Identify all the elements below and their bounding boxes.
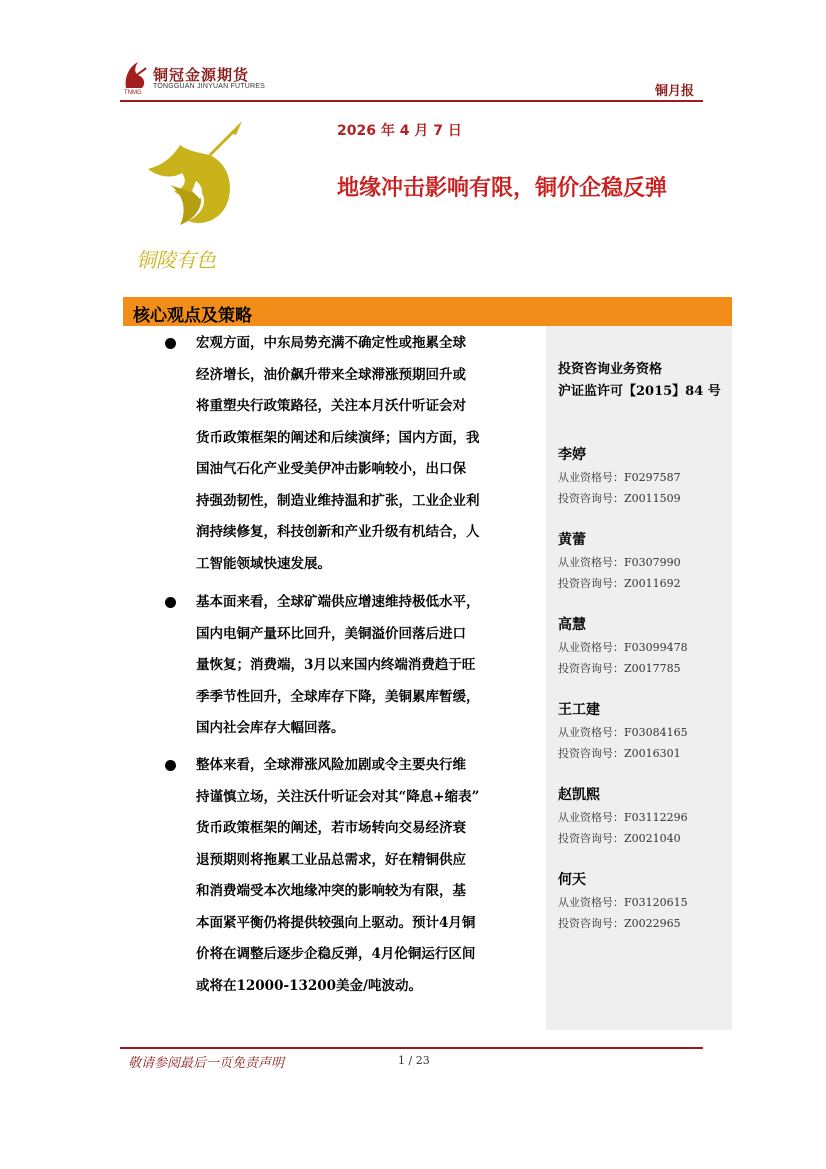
analyst-advisor-id: 投资咨询号：Z0017785 <box>558 662 681 675</box>
analyst-name: 李婷 <box>558 447 586 463</box>
analyst-cert: 从业资格号：F03112296 <box>558 811 688 824</box>
paragraph-line: 整体来看，全球滞涨风险加剧或令主要央行维 <box>196 757 466 773</box>
analyst-advisor-id: 投资咨询号：Z0022965 <box>558 917 681 930</box>
paragraph-line: 润持续修复，科技创新和产业升级有机结合，人 <box>196 524 480 540</box>
paragraph-line: 本面紧平衡仍将提供较强向上驱动。预计4月铜 <box>196 914 476 931</box>
bullet-dot <box>165 760 176 771</box>
header-divider <box>120 100 703 102</box>
analyst-name: 高慧 <box>558 617 586 633</box>
analyst-name: 王工建 <box>558 702 600 718</box>
paragraph-line: 持强劲韧性，制造业维持温和扩张，工业企业利 <box>196 492 480 509</box>
bullet-paragraph-fundamentals <box>196 587 542 745</box>
paragraph-line: 基本面来看，全球矿端供应增速维持极低水平， <box>196 594 480 610</box>
bullet-paragraph-macro <box>196 328 542 580</box>
emblem-caption: 铜陵有色 <box>136 248 216 272</box>
report-type-label: 铜月报 <box>655 84 695 99</box>
analyst-cert: 从业资格号：F0297587 <box>558 471 681 484</box>
bullet-dot <box>165 338 176 349</box>
paragraph-line: 和消费端受本次地缘冲突的影响较为有限，基 <box>196 883 466 899</box>
bullet-dot <box>165 597 176 608</box>
company-logo-icon <box>120 58 150 94</box>
analyst-advisor-id: 投资咨询号：Z0011509 <box>558 492 681 505</box>
section-title: 核心观点及策略 <box>133 306 252 326</box>
paragraph-line: 或将在12000-13200美金/吨波动。 <box>196 977 422 994</box>
page-number: 1 / 23 <box>398 1054 430 1067</box>
paragraph-line: 国内社会库存大幅回落。 <box>196 720 345 736</box>
qualification-title: 投资咨询业务资格 <box>558 362 663 377</box>
paragraph-line: 季季节性回升，全球库存下降，美铜累库暂缓， <box>196 688 480 705</box>
paragraph-line: 价将在调整后逐步企稳反弹，4月伦铜运行区间 <box>196 946 476 962</box>
analyst-cert: 从业资格号：F03120615 <box>558 896 688 909</box>
paragraph-line: 国内电铜产量环比回升，美铜溢价回落后进口 <box>196 625 466 642</box>
analyst-cert: 从业资格号：F03099478 <box>558 641 688 654</box>
company-name-en: TONGGUAN JINYUAN FUTURES <box>153 83 266 90</box>
analyst-cert: 从业资格号：F03084165 <box>558 726 688 739</box>
footer-divider <box>120 1047 703 1049</box>
paragraph-line: 经济增长，油价飙升带来全球滞涨预期回升或 <box>196 366 466 383</box>
paragraph-line: 持谨慎立场，关注沃什听证会对其“降息+缩表” <box>196 788 480 805</box>
paragraph-line: 将重塑央行政策路径，关注本月沃什听证会对 <box>196 398 466 414</box>
analyst-advisor-id: 投资咨询号：Z0016301 <box>558 747 681 760</box>
report-title: 地缘冲击影响有限，铜价企稳反弹 <box>337 176 668 201</box>
analyst-advisor-id: 投资咨询号：Z0021040 <box>558 832 681 845</box>
disclaimer-note: 敬请参阅最后一页免责声明 <box>128 1056 285 1071</box>
analyst-name: 何天 <box>558 872 586 888</box>
paragraph-line: 宏观方面，中东局势充满不确定性或拖累全球 <box>196 335 466 351</box>
qualification-license: 沪证监许可【2015】84 号 <box>558 384 721 399</box>
paragraph-line: 量恢复；消费端，3月以来国内终端消费趋于旺 <box>196 657 476 673</box>
paragraph-line: 退预期则将拖累工业品总需求，好在精铜供应 <box>196 851 466 868</box>
paragraph-line: 货币政策框架的阐述和后续演绎；国内方面，我 <box>196 429 480 446</box>
tongling-emblem-logo <box>130 115 260 285</box>
company-abbrev: TNMG <box>124 90 142 96</box>
analyst-cert: 从业资格号：F0307990 <box>558 556 681 569</box>
paragraph-line: 货币政策框架的阐述，若市场转向交易经济衰 <box>196 820 466 836</box>
report-date: 2026 年 4 月 7 日 <box>337 123 462 139</box>
bullet-paragraph-overall <box>196 750 542 1002</box>
analyst-advisor-id: 投资咨询号：Z0011692 <box>558 577 681 590</box>
analyst-name: 赵凯熙 <box>558 787 600 803</box>
analyst-name: 黄蕾 <box>558 532 586 548</box>
company-name-cn: 铜冠金源期货 <box>153 66 250 84</box>
paragraph-line: 国油气石化产业受美伊冲击影响较小，出口保 <box>196 461 466 477</box>
paragraph-line: 工智能领域快速发展。 <box>196 555 331 572</box>
